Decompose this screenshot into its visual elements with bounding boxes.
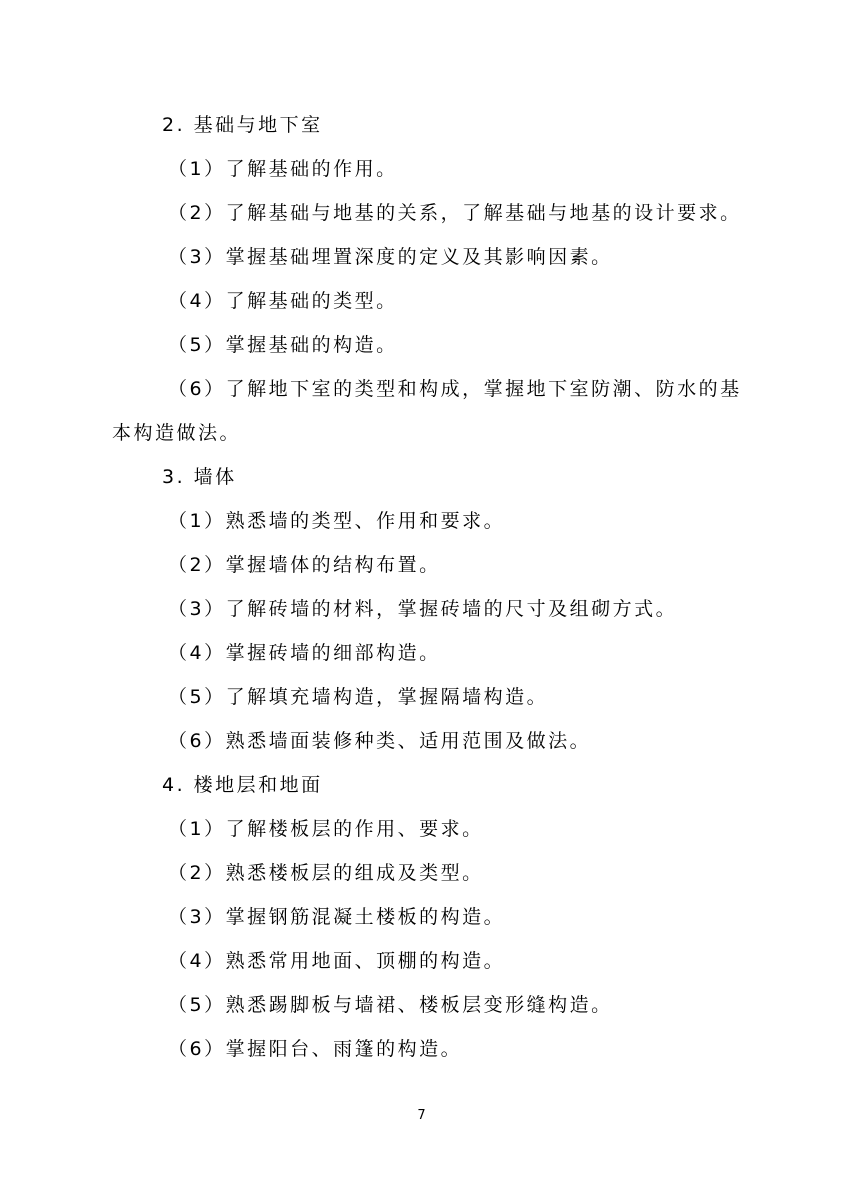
list-item: （1）了解楼板层的作用、要求。 (168, 818, 484, 840)
list-item: （3）掌握钢筋混凝土楼板的构造。 (168, 906, 506, 928)
list-item: （3）掌握基础埋置深度的定义及其影响因素。 (168, 246, 613, 268)
list-item: （5）熟悉踢脚板与墙裙、楼板层变形缝构造。 (168, 994, 613, 1016)
list-item: （2）掌握墙体的结构布置。 (168, 554, 441, 576)
list-item: （6）熟悉墙面装修种类、适用范围及做法。 (168, 730, 592, 752)
page-number: 7 (417, 1108, 426, 1123)
list-item: （2）了解基础与地基的关系，了解基础与地基的设计要求。 (168, 202, 742, 224)
list-item: （1）熟悉墙的类型、作用和要求。 (168, 510, 506, 532)
list-item: （6）掌握阳台、雨篷的构造。 (168, 1038, 463, 1060)
section-heading-foundation: 2. 基础与地下室 (162, 114, 323, 136)
list-item: （1）了解基础的作用。 (168, 158, 398, 180)
section-heading-walls: 3. 墙体 (162, 466, 237, 488)
list-item: （6）了解地下室的类型和构成，掌握地下室防潮、防水的基 (168, 378, 742, 400)
list-item: （4）了解基础的类型。 (168, 290, 398, 312)
section-heading-floors: 4. 楼地层和地面 (162, 774, 323, 796)
list-item: （5）了解填充墙构造，掌握隔墙构造。 (168, 686, 549, 708)
list-item: （3）了解砖墙的材料，掌握砖墙的尺寸及组砌方式。 (168, 598, 678, 620)
list-item: （2）熟悉楼板层的组成及类型。 (168, 862, 484, 884)
list-item: （4）熟悉常用地面、顶棚的构造。 (168, 950, 506, 972)
list-item: （4）掌握砖墙的细部构造。 (168, 642, 441, 664)
list-item-continuation: 本构造做法。 (112, 422, 242, 444)
list-item: （5）掌握基础的构造。 (168, 334, 398, 356)
